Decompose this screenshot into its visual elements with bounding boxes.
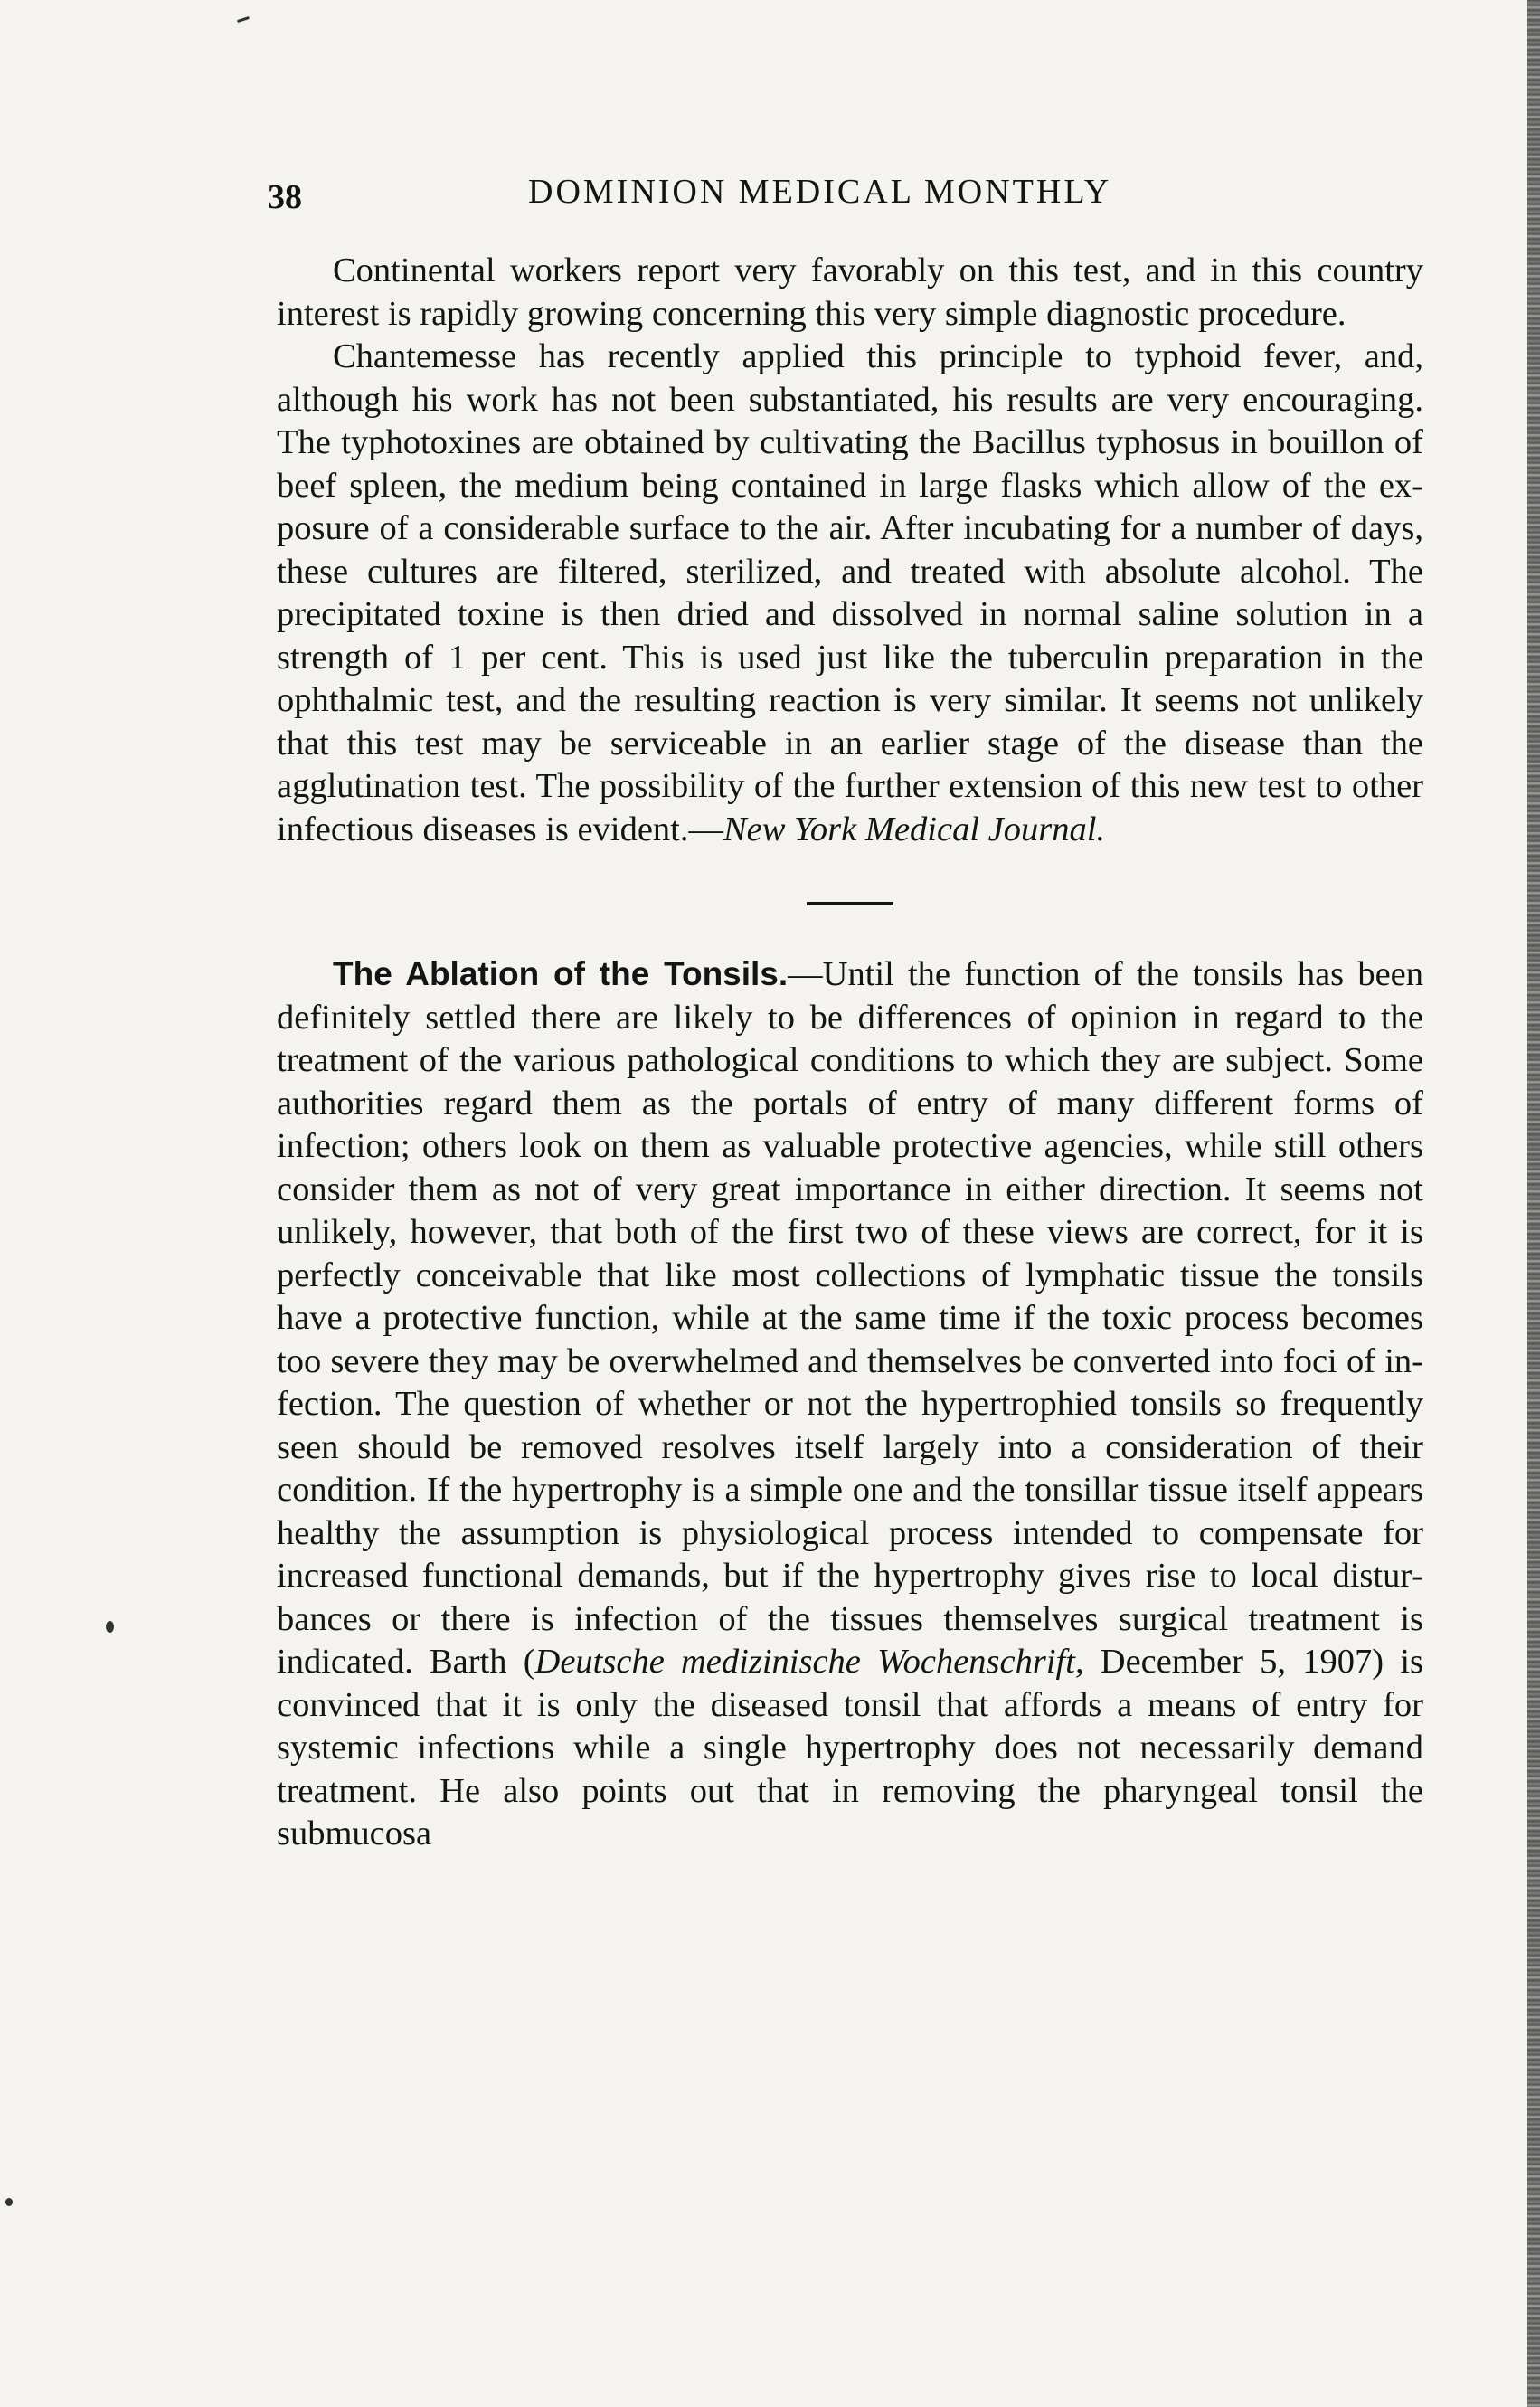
ink-speck [106,1621,114,1633]
page-header [268,172,1434,223]
page-edge-shadow [1527,0,1540,2407]
section-divider [807,902,893,905]
paragraph-text: Chantemesse has recently applied this principle to typhoid fever, and, although his work has not been substantiated, his results are very encouraging. The typhotoxines are obtained by cultivating the Bacillus typhosus in bouillon of beef spleen, the medium being contained in large flasks which allow of the exposure of a considerable surface to the air. After incubating for a number of days, these cultures are filtered, sterilized, and treated with absolute alcohol. The precipitated toxine is then dried and dissolved in normal saline solution in a strength of 1 per cent. This is used just like the tuberculin preparation in the ophthalmic test, and the resulting reaction is very similar. It seems not unlikely that this test may be serviceable in an earlier stage of the disease than the agglutination test. The possibility of the further extension of this new test to other infectious diseases is evident.— [277,337,1423,848]
article-heading: The Ablation of the Tonsils. [333,955,789,992]
paragraph-text: December 5, 1907) is convinced that it is only the diseased tonsil that affords a means of entry for systemic infections while a single hypertrophy does not necessarily demand treatment. He also points out that in removing the pharyngeal tonsil the submucosa [277,1643,1423,1853]
paragraph: Continental workers report very favorably on this test, and in this country interest is rapidly growing concerning this very simple diagnostic procedure. [277,251,1423,333]
paragraph [277,336,1423,851]
page-number: 38 [268,178,302,216]
ink-speck [5,2198,13,2206]
paragraph [277,952,1423,1856]
ink-speck [237,16,250,23]
paragraph-text: —Until the function of the tonsils has been definitely settled there are likely to be differences of opinion in regard to the treatment of the various pathological conditions to which they are subject. Some authorities regard them as the portals of entry of many different forms of infection; others look on them as valuable protective agencies, while still others consider them as not of very great importance in either direction. It seems not unlikely, however, that both of the first two of these views are correct, for it is perfectly conceivable that like most collections of lymphatic tissue the tonsils have a protective function, while at the same time if the toxic process becomes too severe they may be overwhelmed and themselves be converted into foci of infection. The question of whether or not the hypertrophied tonsils so frequently seen should be removed resolves itself largely into a consideration of their condition. If the hypertrophy is a simple one and the tonsillar tissue itself appears healthy the assumption is physiological process intended to compensate for increased functional demands, but if the hypertrophy gives rise to local disturbances or there is infection of the tissues themselves surgical treatment is indicated. Barth ( [277,955,1424,1681]
text-column [277,250,1423,1856]
running-title: DOMINION MEDICAL MONTHLY [528,173,1112,211]
journal-citation: New York Medical Journal. [723,810,1106,848]
journal-citation: Deutsche medizinische Wochenschrift, [534,1643,1084,1681]
